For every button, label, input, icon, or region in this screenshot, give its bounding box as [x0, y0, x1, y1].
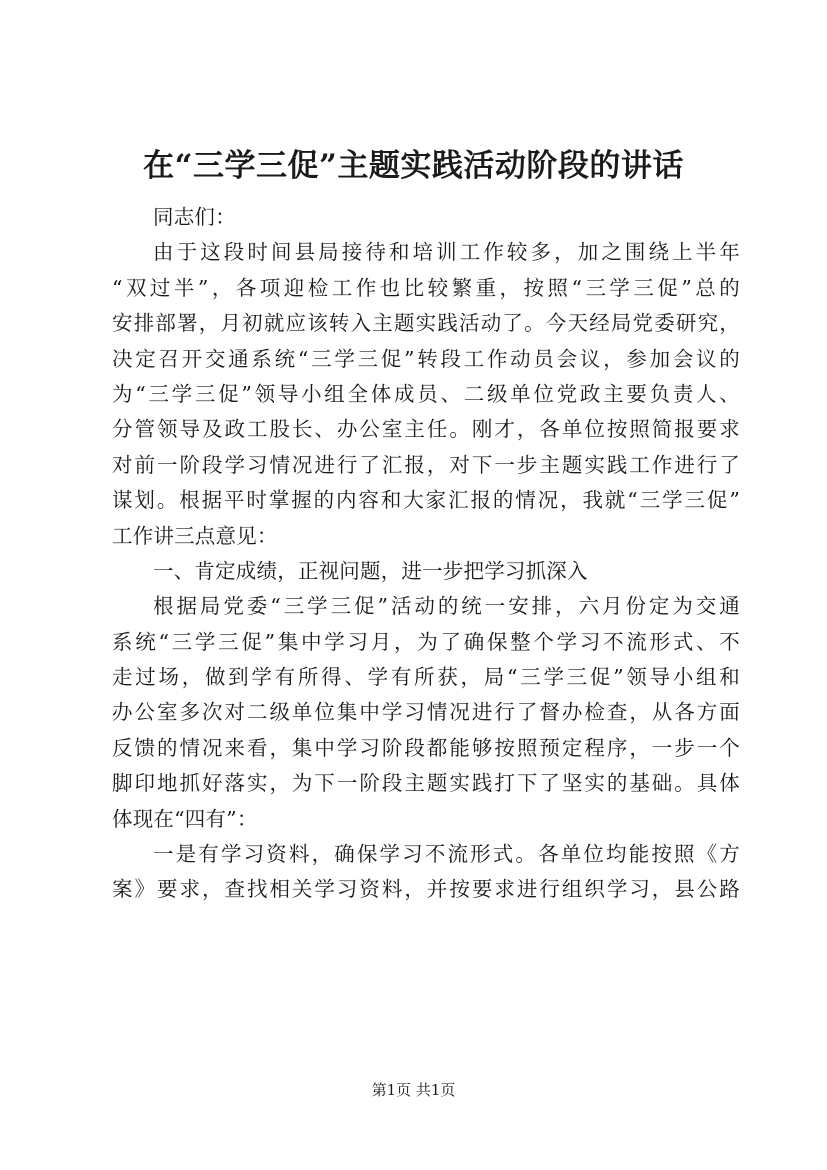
text-line: 一是有学习资料，确保学习不流形式。各单位均能按照《方	[153, 842, 740, 867]
text-line: 系统“三学三促”集中学习月，为了确保整个学习不流形式、不	[112, 629, 740, 654]
text-line: “双过半”，各项迎检工作也比较繁重，按照“三学三促”总的	[112, 275, 740, 300]
text-line: 反馈的情况来看，集中学习阶段都能够按照预定程序，一步一个	[112, 735, 740, 760]
text-line: 为“三学三促”领导小组全体成员、二级单位党政主要负责人、	[112, 381, 740, 406]
text-line: 根据局党委“三学三促”活动的统一安排，六月份定为交通	[153, 594, 740, 619]
text-line: 脚印地抓好落实，为下一阶段主题实践打下了坚实的基础。具体	[112, 771, 740, 796]
text-line: 办公室多次对二级单位集中学习情况进行了督办检查，从各方面	[112, 700, 740, 725]
document-body	[112, 200, 740, 908]
document-title: 在“三学三促”主题实践活动阶段的讲话	[143, 148, 684, 184]
text-line: 一、肯定成绩，正视问题，进一步把学习抓深入	[153, 558, 588, 583]
text-line: 案》要求，查找相关学习资料，并按要求进行组织学习，县公路	[112, 877, 740, 902]
page-footer: 第1页 共1页	[371, 1081, 456, 1099]
text-line: 走过场，做到学有所得、学有所获，局“三学三促”领导小组和	[112, 665, 740, 690]
text-line: 工作讲三点意见：	[112, 523, 278, 548]
text-line: 分管领导及政工股长、办公室主任。刚才，各单位按照简报要求	[112, 417, 740, 442]
text-line: 谋划。根据平时掌握的内容和大家汇报的情况，我就“三学三促”	[112, 488, 740, 513]
text-line: 体现在“四有”：	[112, 806, 258, 831]
text-line: 同志们：	[153, 205, 236, 229]
text-line: 决定召开交通系统“三学三促”转段工作动员会议，参加会议的	[112, 346, 740, 371]
text-line: 由于这段时间县局接待和培训工作较多，加之围绕上半年	[153, 240, 740, 265]
text-line: 对前一阶段学习情况进行了汇报，对下一步主题实践工作进行了	[112, 452, 740, 477]
text-line: 安排部署，月初就应该转入主题实践活动了。今天经局党委研究，	[112, 311, 740, 336]
